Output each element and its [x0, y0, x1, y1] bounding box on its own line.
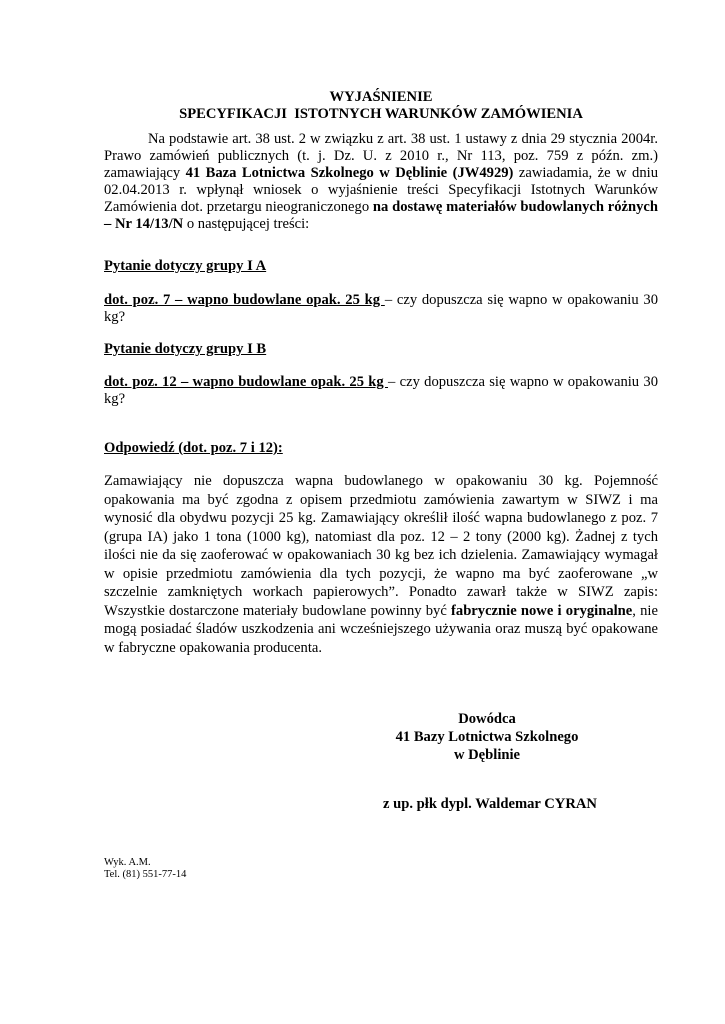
- footer: [104, 857, 186, 881]
- question-2-heading: Pytanie dotyczy grupy I B: [104, 341, 267, 357]
- answer-text-1: Zamawiający nie dopuszcza wapna budowlanego w opakowaniu 30 kg. Pojemność opakowania ma być zgodna z opisem przedmiotu zamówienia zawartym w SIWZ i ma wynosić dla obydwu pozycji 25 kg. Zamawiający określił ilość wapna budowlanego z poz. 7 (grupa IA) jako 1 tona (1000 kg), natomiast dla poz. 12 – 2 tony (2000 kg). Żadnej z tych ilości nie da się zaoferować w opakowaniach 30 kg bez ich dzielenia. Zamawiający wymagał w opisie przedmiotu zamówienia dla tych pozycji, że wapno ma być zaoferowane „w szczelnie zamkniętych workach papierowych”. Ponadto zawarł także w SIWZ zapis: Wszystkie dostarczone materiały budowlane powinny być: [104, 473, 658, 619]
- signatory-name: z up. płk dypl. Waldemar CYRAN: [383, 796, 597, 812]
- intro-text-1: Na podstawie art. 38 ust. 2 w związku z art. 38 ust. 1 ustawy z dnia 29 stycznia 2004r. Prawo zamówień publicznych (t. j. Dz. U. z 2010 r., Nr 113, poz. 759 z późn. zm.) zamawiający: [104, 131, 658, 181]
- question-1-label: dot. poz. 7 – wapno budowlane opak. 25 kg: [104, 292, 385, 308]
- intro-text-2: zawiadamia, że w dniu 02.04.2013 r. wpłynął wniosek o wyjaśnienie treści Specyfikacji Istotnych Warunków Zamówienia dot. przetargu nieograniczonego: [104, 165, 658, 215]
- title-line-2: SPECYFIKACJI ISTOTNYCH WARUNKÓW ZAMÓWIENIA: [179, 106, 583, 122]
- question-1-heading: Pytanie dotyczy grupy I A: [104, 258, 267, 274]
- intro-paragraph: [104, 131, 658, 233]
- footer-author: Wyk. A.M.: [104, 857, 151, 868]
- answer-bold-text: fabrycznie nowe i oryginalne: [451, 602, 633, 619]
- question-2-paragraph: [104, 374, 658, 408]
- question-2-text: – czy dopuszcza się wapno w opakowaniu 30 kg?: [104, 374, 658, 407]
- answer-text-2: , nie mogą posiadać śladów uszkodzenia ani wcześniejszego używania oraz muszą być opakowane w fabryczne opakowania producenta.: [104, 602, 658, 656]
- answer-heading: Odpowiedź (dot. poz. 7 i 12):: [104, 440, 283, 456]
- answer-paragraph: [104, 472, 658, 657]
- question-1-text: – czy dopuszcza się wapno w opakowaniu 30 kg?: [104, 292, 658, 325]
- question-2-label: dot. poz. 12 – wapno budowlane opak. 25 kg: [104, 374, 389, 390]
- intro-text-3: o następującej treści:: [183, 216, 310, 232]
- title-line-1: WYJAŚNIENIE: [329, 89, 433, 105]
- signature-line-2: 41 Bazy Lotnictwa Szkolnego: [395, 729, 579, 745]
- signature-line-1: Dowódca: [458, 711, 516, 727]
- intro-tender-name: na dostawę materiałów budowlanych różnych – Nr 14/13/N: [104, 199, 658, 232]
- footer-phone: Tel. (81) 551-77-14: [104, 869, 187, 880]
- question-1-paragraph: [104, 292, 658, 326]
- intro-unit-name: 41 Baza Lotnictwa Szkolnego w Dęblinie (JW4929): [185, 165, 514, 181]
- document-title: [104, 89, 658, 123]
- signature-block: [380, 710, 594, 764]
- signature-line-3: w Dęblinie: [453, 747, 521, 763]
